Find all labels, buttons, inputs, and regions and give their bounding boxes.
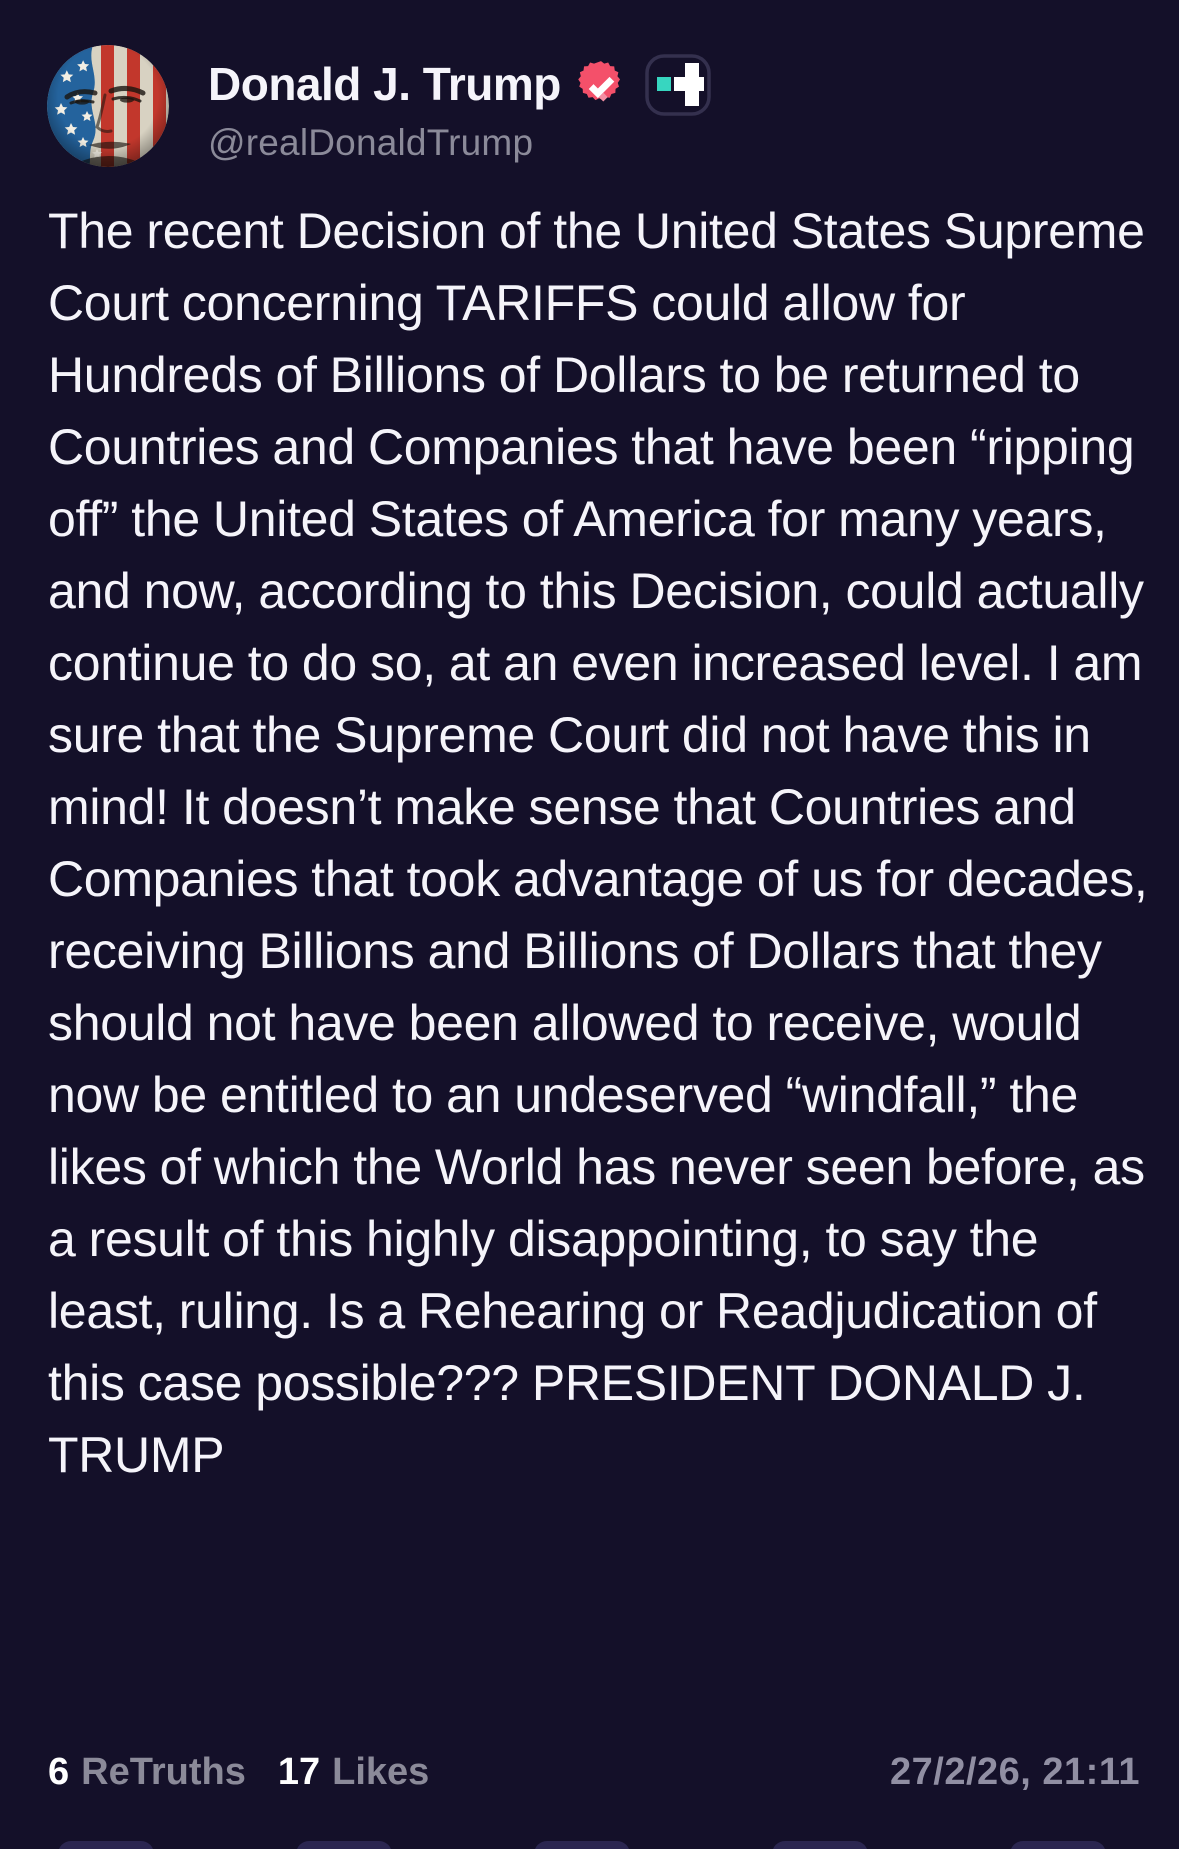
- author-handle: @realDonaldTrump: [208, 122, 534, 163]
- reply-button[interactable]: [58, 1841, 154, 1849]
- retruths-label: ReTruths: [81, 1750, 246, 1793]
- author-header: [208, 56, 711, 112]
- share-button[interactable]: [772, 1841, 868, 1849]
- avatar[interactable]: [47, 45, 169, 167]
- more-button[interactable]: [1010, 1841, 1106, 1849]
- retruths-stat[interactable]: [48, 1751, 246, 1794]
- display-name[interactable]: Donald J. Trump: [208, 58, 561, 110]
- likes-stat[interactable]: [278, 1751, 429, 1794]
- post-stats: [48, 1751, 429, 1794]
- truth-social-plus-icon: [645, 54, 711, 116]
- truth-social-logo-button[interactable]: [645, 54, 711, 116]
- post-footer: [48, 1748, 1140, 1796]
- post-body-text: The recent Decision of the United States Supreme Court concerning TARIFFS could allow for Hundreds of Billions of Dollars to be returned to Countries and Companies that have been “ripping off” the United States of America for many years, and now, according to this Decision, could actually continue to do so, at an even increased level. I am sure that the Supreme Court did not have this in mind! It doesn’t make sense that Countries and Companies that took advantage of us for decades, receiving Billions and Billions of Dollars that they should not have been allowed to receive, would now be entitled to an undeserved “windfall,” the likes of which the World has never seen before, as a result of this highly disappointing, to say the least, ruling. Is a Rehearing or Readjudication of this case possible??? PRESIDENT DONALD J. TRUMP: [48, 203, 1148, 1483]
- avatar-flag-face-image: [47, 45, 169, 167]
- likes-count: 17: [277, 1750, 321, 1793]
- verified-badge-icon: [575, 59, 627, 111]
- like-button[interactable]: [534, 1841, 630, 1849]
- likes-label: Likes: [332, 1750, 430, 1793]
- post-timestamp: 27/2/26, 21:11: [890, 1750, 1140, 1793]
- retruth-button[interactable]: [296, 1841, 392, 1849]
- retruths-count: 6: [48, 1750, 70, 1793]
